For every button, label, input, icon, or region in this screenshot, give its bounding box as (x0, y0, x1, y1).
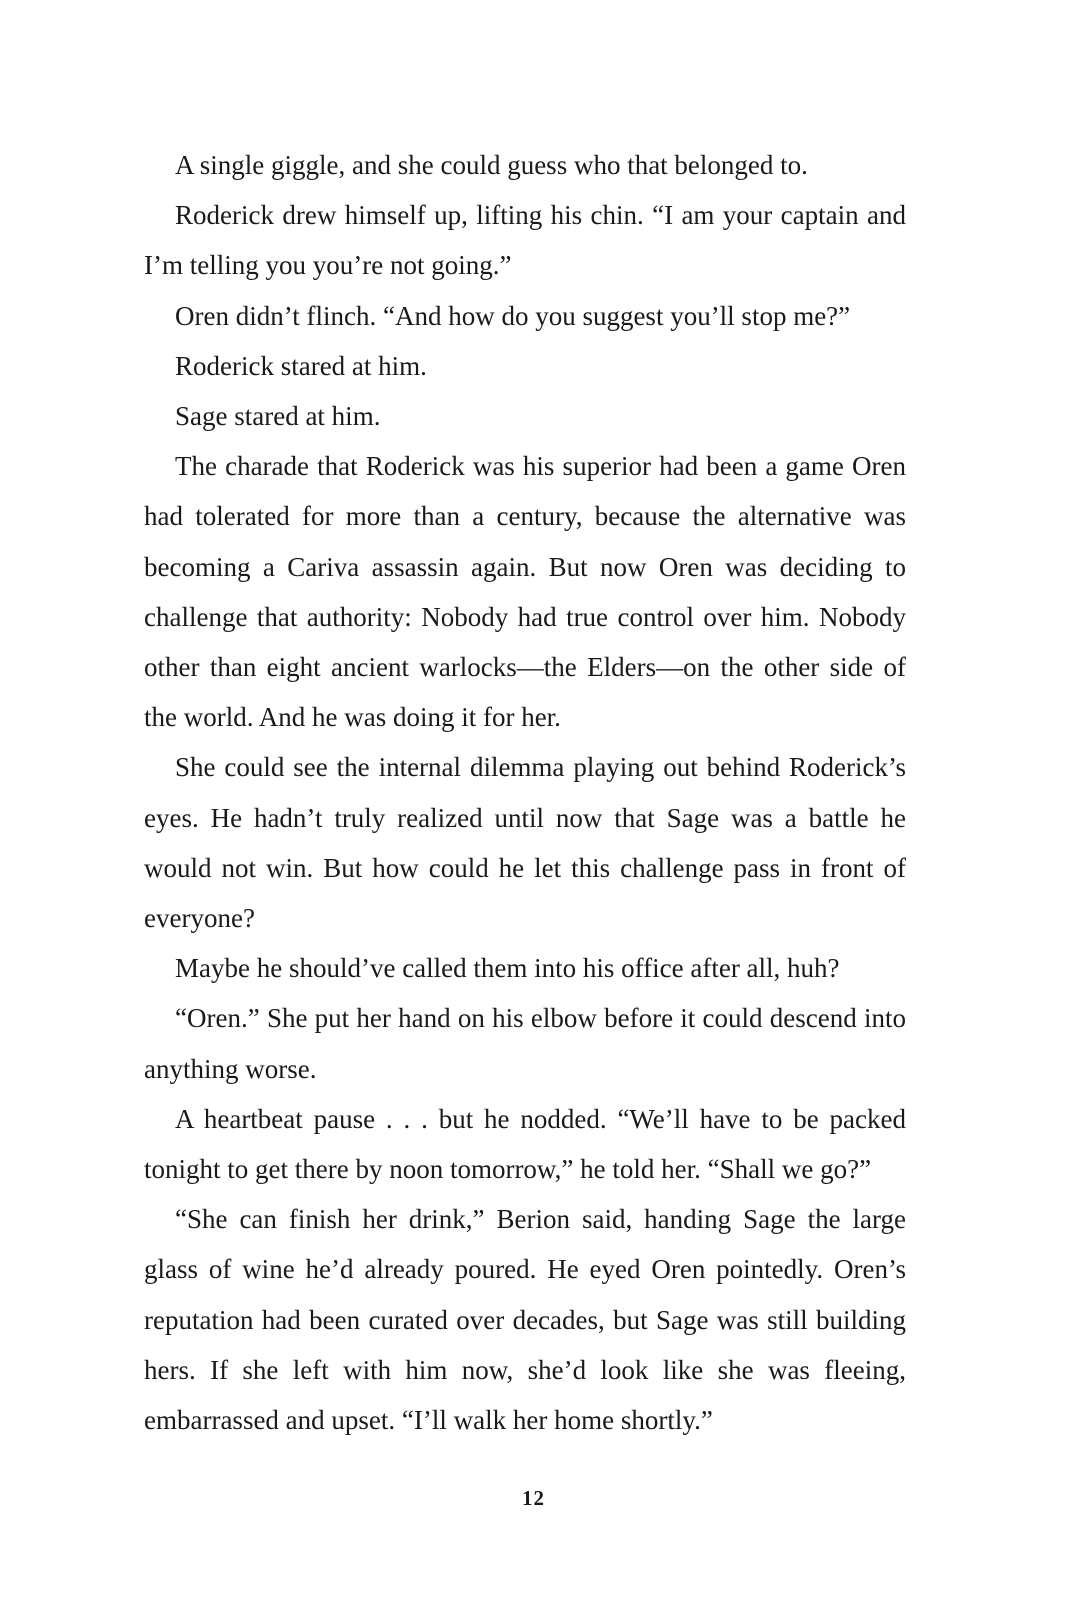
paragraph: “She can finish her drink,” Berion said, handing Sage the large glass of wine he’d already poured. He eyed Oren pointedly. Oren’s reputation had been curated over decades, but Sage was still building hers. If she left with him now, she’d look like she was fleeing, embarrassed and upset. “I’ll walk her home shortly.” (144, 1204, 906, 1436)
paragraph: The charade that Roderick was his superior had been a game Oren had tolerated for more than a century, because the alternative was becoming a Cariva assassin again. But now Oren was deciding to challenge that authority: Nobody had true control over him. Nobody other than eight ancient warlocks—the Elders—on the other side of the world. And he was doing it for her. (144, 451, 906, 733)
paragraph: A single giggle, and she could guess who that belonged to. (175, 150, 808, 180)
paragraph: Roderick drew himself up, lifting his chin. “I am your captain and I’m telling you you’re not going.” (144, 200, 906, 281)
paragraph: Maybe he should’ve called them into his office after all, huh? (175, 953, 840, 984)
page-body (144, 140, 906, 1445)
paragraph: She could see the internal dilemma playing out behind Roderick’s eyes. He hadn’t truly realized until now that Sage was a battle he would not win. But how could he let this challenge pass in front of everyone? (144, 752, 906, 934)
paragraph: Sage stared at him. (175, 401, 381, 432)
paragraph: Roderick stared at him. (175, 350, 427, 381)
page-number: 12 (522, 1486, 545, 1510)
paragraph: Oren didn’t flinch. “And how do you suggest you’ll stop me?” (175, 300, 851, 331)
paragraph: “Oren.” She put her hand on his elbow before it could descend into anything worse. (144, 1003, 906, 1084)
paragraph: A heartbeat pause . . . but he nodded. “We’ll have to be packed tonight to get there by noon tomorrow,” he told her. “Shall we go?” (144, 1103, 906, 1185)
